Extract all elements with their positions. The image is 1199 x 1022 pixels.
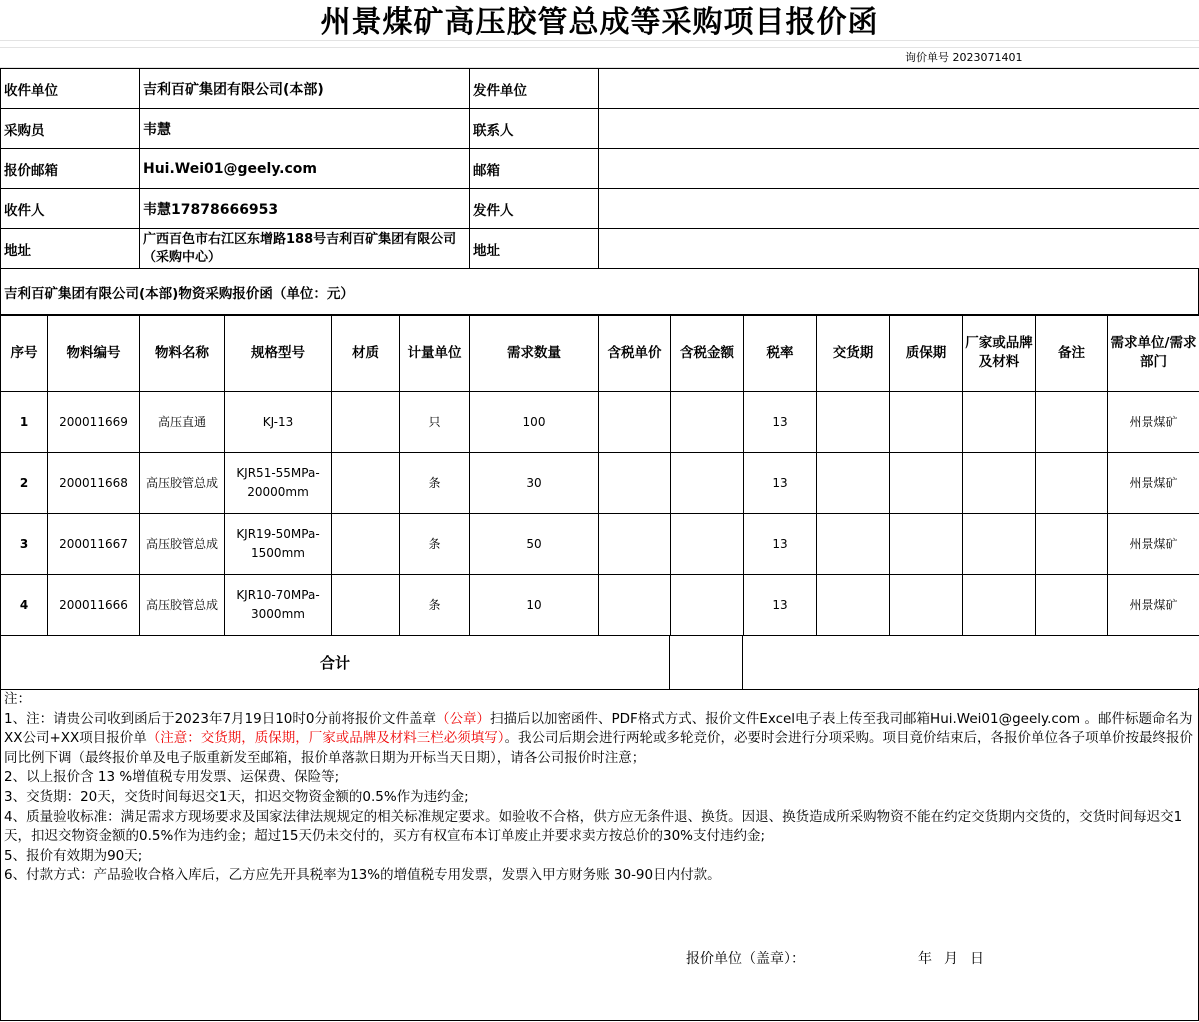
date-day: 日: [970, 951, 986, 967]
cell-material[interactable]: [332, 575, 400, 636]
cell-amount[interactable]: [671, 575, 744, 636]
col-header: 税率: [744, 315, 817, 392]
note-4: 4、质量验收标准：满足需求方现场要求及国家法律法规规定的相关标准规定要求。如验收不合格，供方应无条件退、换货。因退、换货造成所采购物资不能在约定交货期内交货的，交货时间每迟交1天，扣迟交物资金额的0.5%作为违约金；超过15天仍未交付的，买方有权宣布本订单废止并要求卖方按总价的30%支付违约金;: [4, 808, 1183, 845]
cell-price[interactable]: [599, 453, 671, 514]
cell-delivery[interactable]: [817, 392, 890, 453]
cell-remark[interactable]: [1036, 514, 1108, 575]
sender-unit-label: 发件单位: [470, 69, 599, 109]
sender-label: 发件人: [470, 189, 599, 229]
cell-name: 高压直通: [140, 392, 225, 453]
cell-warranty[interactable]: [890, 392, 963, 453]
col-header: 序号: [1, 315, 48, 392]
notes-heading: 注：: [4, 691, 31, 707]
col-header: 含税金额: [671, 315, 744, 392]
date-month: 月: [944, 951, 960, 967]
note-3: 3、交货期：20天，交货时间每迟交1天，扣迟交物资金额的0.5%作为违约金;: [4, 788, 469, 805]
cell-seq: 4: [1, 575, 48, 636]
cell-code: 200011668: [48, 453, 140, 514]
cell-spec: KJ-13: [225, 392, 332, 453]
cell-tax: 13: [744, 575, 817, 636]
note-1-seal-highlight: （公章）: [435, 710, 490, 727]
cell-code: 200011666: [48, 575, 140, 636]
cell-qty: 100: [470, 392, 599, 453]
recipient-label: 收件人: [1, 189, 140, 229]
buyer-value[interactable]: 韦慧: [140, 109, 470, 149]
cell-seq: 3: [1, 514, 48, 575]
cell-qty: 50: [470, 514, 599, 575]
contact-label: 联系人: [470, 109, 599, 149]
inquiry-label: 询价单号: [905, 51, 949, 64]
col-header: 计量单位: [400, 315, 470, 392]
total-blank-cell: [743, 636, 1199, 690]
cell-tax: 13: [744, 453, 817, 514]
table-row: [1, 575, 1199, 636]
cell-amount[interactable]: [671, 453, 744, 514]
header-info-table: [0, 68, 1199, 269]
cell-warranty[interactable]: [890, 514, 963, 575]
note-1-text-c: 。我公司后期会进行两轮或多轮竞价，必要时会进行分项采购。项目竟价结束后，各报价单位各子项单价按最终报价同比例下调（最终报价单及电子版重新发至邮箱，报价单落款日期为开标当天日期），请各公司报价时注意；: [4, 730, 1194, 766]
contact-value[interactable]: [599, 109, 1199, 149]
subtitle-table: [0, 268, 1199, 316]
cell-brand[interactable]: [963, 453, 1036, 514]
signature-label: 报价单位（盖章）：: [686, 951, 805, 967]
col-header: 材质: [332, 315, 400, 392]
cell-tax: 13: [744, 392, 817, 453]
cell-name: 高压胶管总成: [140, 514, 225, 575]
col-header: 厂家或品牌及材料: [963, 315, 1036, 392]
address2-label: 地址: [470, 229, 599, 269]
cell-spec: KJR51-55MPa-20000mm: [225, 453, 332, 514]
address-value[interactable]: 广西百色市右江区东增路188号吉利百矿集团有限公司（采购中心）: [140, 229, 470, 269]
address2-value[interactable]: [599, 229, 1199, 269]
email-label: 邮箱: [470, 149, 599, 189]
address-label: 地址: [1, 229, 140, 269]
receiver-unit-label: 收件单位: [1, 69, 140, 109]
cell-remark[interactable]: [1036, 392, 1108, 453]
quote-email-label: 报价邮箱: [1, 149, 140, 189]
cell-unit: 条: [400, 514, 470, 575]
cell-brand[interactable]: [963, 514, 1036, 575]
col-header: 规格型号: [225, 315, 332, 392]
note-1-text-b: 扫描后以加密函件、PDF格式方式、报价文件Excel电子表上传至我司邮箱Hui.Wei01@geely.com 。邮件标题命名为XX公司+XX项目报价单: [4, 710, 1193, 747]
cell-code: 200011667: [48, 514, 140, 575]
items-table: [0, 314, 1199, 636]
cell-seq: 1: [1, 392, 48, 453]
cell-spec: KJR10-70MPa-3000mm: [225, 575, 332, 636]
cell-dept: 州景煤矿: [1108, 453, 1199, 514]
col-header: 需求单位/需求部门: [1108, 315, 1199, 392]
note-2: 2、以上报价含 13 %增值税专用发票、运保费、保险等;: [4, 769, 340, 786]
cell-dept: 州景煤矿: [1108, 392, 1199, 453]
receiver-unit-value[interactable]: 吉利百矿集团有限公司(本部): [140, 69, 470, 109]
note-5: 5、报价有效期为90天;: [4, 847, 143, 864]
total-amount-cell[interactable]: [670, 636, 743, 690]
cell-delivery[interactable]: [817, 575, 890, 636]
cell-brand[interactable]: [963, 575, 1036, 636]
note-1: [4, 710, 1195, 769]
cell-spec: KJR19-50MPa-1500mm: [225, 514, 332, 575]
col-header: 物料名称: [140, 315, 225, 392]
cell-unit: 条: [400, 575, 470, 636]
items-header-row: [1, 315, 1199, 392]
col-header: 物料编号: [48, 315, 140, 392]
email-value[interactable]: [599, 149, 1199, 189]
cell-material[interactable]: [332, 453, 400, 514]
buyer-label: 采购员: [1, 109, 140, 149]
cell-warranty[interactable]: [890, 453, 963, 514]
cell-amount[interactable]: [671, 514, 744, 575]
quote-email-value[interactable]: Hui.Wei01@geely.com: [140, 149, 470, 189]
page-title: 州景煤矿高压胶管总成等采购项目报价函: [320, 5, 879, 40]
cell-warranty[interactable]: [890, 575, 963, 636]
cell-dept: 州景煤矿: [1108, 514, 1199, 575]
inquiry-value: 2023071401: [952, 51, 1023, 64]
cell-qty: 10: [470, 575, 599, 636]
notes-section: [0, 688, 1199, 1021]
note-1-text-a: 1、注：请贵公司收到函后于2023年7月19日10时0分前将报价文件盖章: [4, 710, 436, 727]
cell-brand[interactable]: [963, 392, 1036, 453]
col-header: 含税单价: [599, 315, 671, 392]
cell-remark[interactable]: [1036, 453, 1108, 514]
sender-unit-value[interactable]: [599, 69, 1199, 109]
date-year: 年: [918, 951, 934, 967]
table-row: [1, 453, 1199, 514]
recipient-value[interactable]: 韦慧17878666953: [140, 189, 470, 229]
signature-date: [918, 948, 996, 968]
cell-code: 200011669: [48, 392, 140, 453]
inquiry-number: [905, 48, 1023, 68]
cell-remark[interactable]: [1036, 575, 1108, 636]
cell-dept: 州景煤矿: [1108, 575, 1199, 636]
quote-subtitle: 吉利百矿集团有限公司(本部)物资采购报价函（单位：元）: [1, 269, 1199, 316]
cell-qty: 30: [470, 453, 599, 514]
col-header: 需求数量: [470, 315, 599, 392]
note-1-required-highlight: （注意：交货期，质保期，厂家或品牌及材料三栏必须填写）: [146, 730, 505, 747]
note-6: 6、付款方式：产品验收合格入库后，乙方应先开具税率为13%的增值税专用发票，发票入甲方财务账 30-90日内付款。: [4, 867, 721, 884]
cell-tax: 13: [744, 514, 817, 575]
cell-unit: 条: [400, 453, 470, 514]
col-header: 交货期: [817, 315, 890, 392]
cell-material[interactable]: [332, 392, 400, 453]
cell-price[interactable]: [599, 575, 671, 636]
total-table: [0, 635, 1199, 690]
cell-price[interactable]: [599, 514, 671, 575]
cell-unit: 只: [400, 392, 470, 453]
cell-material[interactable]: [332, 514, 400, 575]
cell-delivery[interactable]: [817, 514, 890, 575]
table-row: [1, 392, 1199, 453]
col-header: 备注: [1036, 315, 1108, 392]
cell-price[interactable]: [599, 392, 671, 453]
table-row: [1, 514, 1199, 575]
sender-value[interactable]: [599, 189, 1199, 229]
cell-name: 高压胶管总成: [140, 453, 225, 514]
cell-delivery[interactable]: [817, 453, 890, 514]
col-header: 质保期: [890, 315, 963, 392]
total-label: 合计: [1, 636, 670, 690]
cell-amount[interactable]: [671, 392, 744, 453]
cell-seq: 2: [1, 453, 48, 514]
cell-name: 高压胶管总成: [140, 575, 225, 636]
